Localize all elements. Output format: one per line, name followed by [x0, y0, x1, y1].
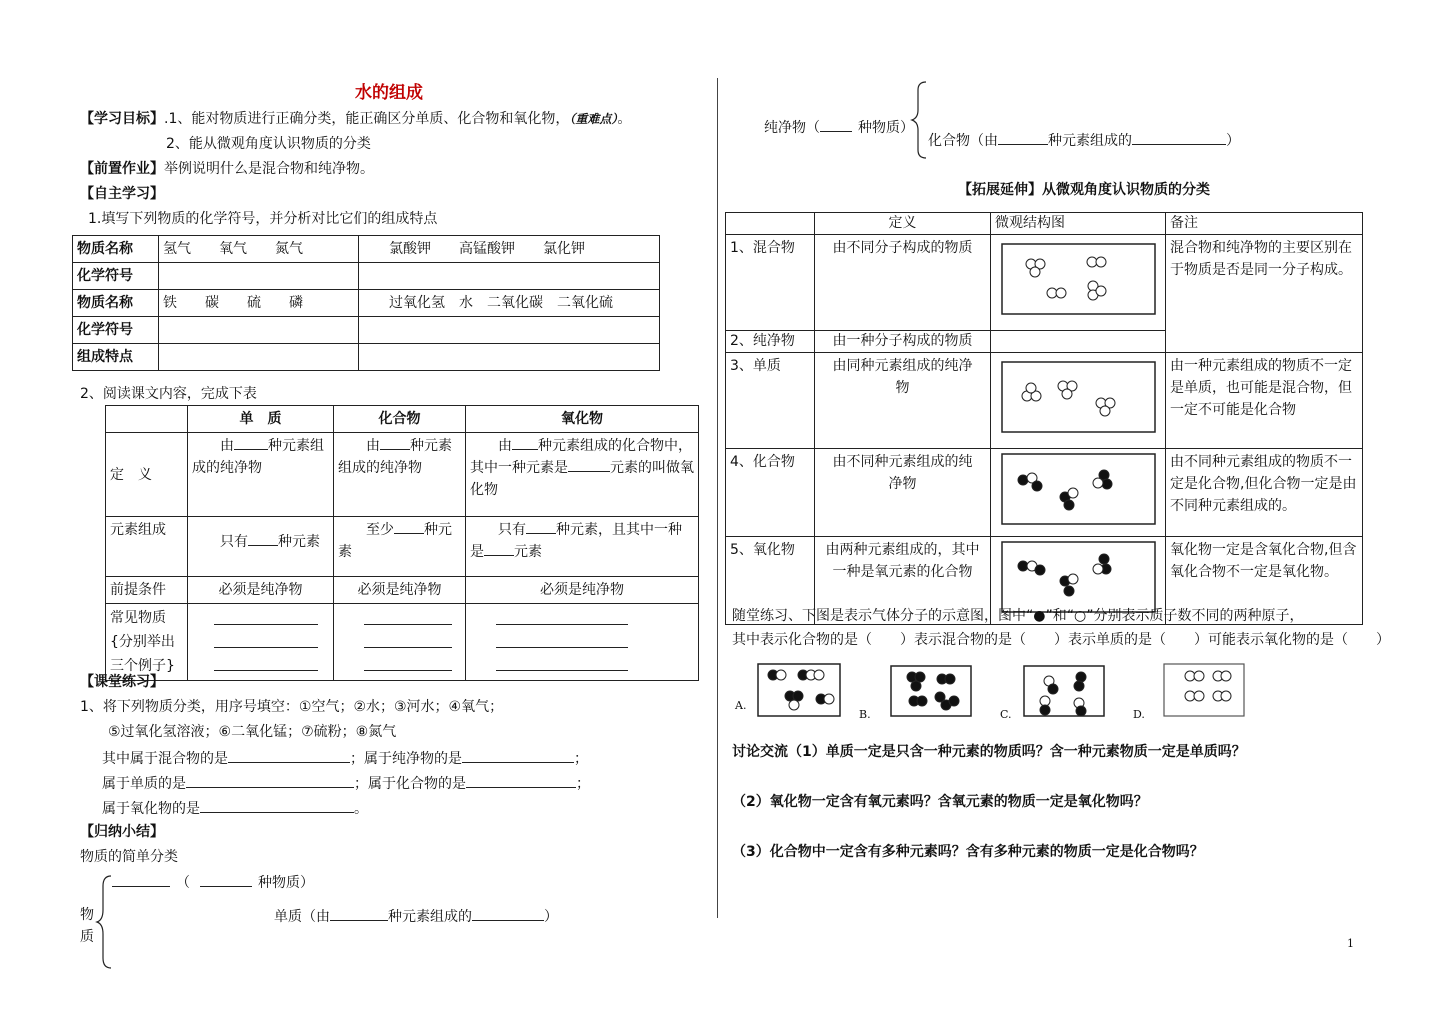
option-a-diagram[interactable] — [757, 663, 841, 717]
answer-cell[interactable] — [359, 344, 660, 371]
cell-text: 种元素，且其中一种是 — [470, 522, 682, 560]
fill-blank[interactable] — [234, 435, 268, 450]
self-study-q1: 1.填写下列物质的化学符号，并分析对比它们的组成特点 — [88, 211, 438, 227]
table-cell: 过氧化氢 水 二氧化碳 二氧化硫 — [359, 290, 660, 317]
table-cell: 化学符号 — [73, 317, 159, 344]
cell-text: 种元素组成的化合物中，其中一种元素是 — [470, 438, 692, 476]
cell-text: ） — [544, 909, 558, 925]
fill-blank[interactable] — [394, 519, 424, 534]
row-label: 常见物质{分别举出三个例子} — [106, 604, 188, 681]
fill-blank[interactable] — [214, 648, 318, 671]
row-definition: 由不同分子构成的物质 — [815, 235, 991, 331]
row-label: 前提条件 — [106, 577, 188, 604]
row-note: 由不同种元素组成的物质不一定是化合物,但化合物一定是由不同种元素组成的。 — [1166, 449, 1363, 537]
cell-text: 属于单质的是 — [102, 776, 186, 792]
exercise-line-2: 其中表示化合物的是（ ）表示混合物的是（ ）表示单质的是（ ）可能表示氧化物的是（ ） — [732, 632, 1390, 648]
discussion-q2: （2）氧化物一定含有氧元素吗？含氧元素的物质一定是氧化物吗？ — [732, 794, 1148, 810]
diagram-cell — [991, 449, 1166, 537]
practice-line-2 — [102, 773, 590, 793]
row-definition: 由一种分子构成的物质 — [815, 331, 991, 353]
compound-diagram — [1001, 453, 1156, 525]
fill-blank[interactable] — [214, 606, 318, 625]
summary-mixture-line — [112, 872, 314, 892]
cell-text: 由 — [498, 438, 512, 454]
table-header: 化合物 — [334, 406, 466, 433]
practice-q1: 1、将下列物质分类，用序号填空：①空气；②水；③河水；④氧气； — [80, 699, 504, 715]
page-title: 水的组成 — [355, 83, 423, 103]
row-name: 5、氧化物 — [726, 537, 815, 625]
table-header: 氧化物 — [466, 406, 699, 433]
table-header: 备注 — [1166, 213, 1363, 235]
fill-blank[interactable] — [200, 798, 354, 813]
fill-blank[interactable] — [330, 906, 388, 921]
q2-text: 2、阅读课文内容，完成下表 — [80, 386, 257, 402]
table-header: 微观结构图 — [991, 213, 1166, 235]
column-divider — [717, 78, 718, 918]
fill-blank[interactable] — [380, 435, 410, 450]
objective-2: 2、能从微观角度认识物质的分类 — [166, 136, 371, 152]
practice-label: 【课堂练习】 — [80, 674, 164, 690]
option-c-diagram[interactable] — [1023, 665, 1105, 717]
cell-text: ； — [574, 751, 588, 767]
cell-text: 种物质） — [858, 120, 914, 136]
cell-text: 化合物（由 — [928, 133, 998, 149]
extension-title: 【拓展延伸】从微观角度认识物质的分类 — [958, 182, 1210, 198]
cell-text: 种元素 — [278, 534, 320, 550]
option-a-label: A. — [735, 699, 747, 712]
table-cell: 物质名称 — [73, 290, 159, 317]
objective-1-note: （重难点） — [569, 112, 618, 126]
row-definition: 由不同种元素组成的纯净物 — [815, 449, 991, 537]
fill-blank[interactable] — [112, 872, 170, 887]
cell-text: 只有 — [220, 534, 248, 550]
preview-text: 举例说明什么是混合物和纯净物。 — [164, 161, 374, 177]
summary-compound-line — [928, 130, 1240, 150]
answer-cell[interactable] — [159, 263, 359, 290]
cell-text: 种元素组成的纯净物 — [338, 438, 452, 476]
cell-text: 由 — [366, 438, 380, 454]
fill-blank[interactable] — [228, 748, 350, 763]
option-b-label: B. — [859, 708, 871, 721]
fill-blank[interactable] — [998, 130, 1048, 145]
answer-cell[interactable] — [159, 317, 359, 344]
cell-text: 纯净物（ — [764, 120, 820, 136]
fill-blank[interactable] — [568, 457, 610, 472]
right-brace-icon — [910, 80, 930, 160]
cell-text: 必须是纯净物 — [188, 577, 334, 604]
answer-cell[interactable] — [359, 263, 660, 290]
fill-blank[interactable] — [462, 748, 574, 763]
summary-pure-line — [764, 117, 914, 137]
cell-text: ） — [1226, 133, 1240, 149]
cell-text: 必须是纯净物 — [334, 577, 466, 604]
cell-text: ；属于纯净物的是 — [350, 751, 462, 767]
cell-text: 种元素组成的 — [388, 909, 472, 925]
option-d-label: D. — [1133, 708, 1145, 721]
table-header — [106, 406, 188, 433]
diagram-cell — [991, 331, 1166, 353]
diagram-cell — [991, 235, 1166, 331]
preview-line — [80, 160, 374, 178]
cell-text: 其中属于混合物的是 — [102, 751, 228, 767]
fill-blank[interactable] — [512, 435, 538, 450]
table-cell: 物质名称 — [73, 236, 159, 263]
practice-q1-items: ⑤过氧化氢溶液；⑥二氧化锰；⑦硫粉；⑧氮气 — [108, 724, 397, 740]
row-definition: 由同种元素组成的纯净物 — [815, 353, 991, 449]
row-name: 4、化合物 — [726, 449, 815, 537]
table-cell: 组成特点 — [73, 344, 159, 371]
self-study-label: 【自主学习】 — [80, 186, 164, 202]
fill-blank[interactable] — [526, 519, 556, 534]
microscopic-table — [725, 212, 1363, 625]
row-name: 1、混合物 — [726, 235, 815, 331]
cell-text: ；属于化合物的是 — [354, 776, 466, 792]
page-number: 1 — [1347, 937, 1354, 950]
summary-sub: 物质的简单分类 — [80, 849, 178, 865]
row-note: 混合物和纯净物的主要区别在于物质是否是同一分子构成。 — [1166, 235, 1363, 353]
cell-text: ； — [576, 776, 590, 792]
practice-line-1 — [102, 748, 588, 768]
mixture-diagram — [1001, 243, 1156, 315]
cell-text: 只有 — [498, 522, 526, 538]
objective-1: .1、能对物质进行正确分类，能正确区分单质、化合物和氧化物， — [164, 111, 570, 127]
classification-table — [105, 405, 699, 681]
row-note: 氧化物一定是含氧化合物,但含氧化合物不一定是氧化物。 — [1166, 537, 1363, 625]
diagram-cell — [991, 353, 1166, 449]
fill-blank[interactable] — [364, 625, 452, 648]
symbol-table — [72, 235, 660, 371]
summary-label: 【归纳小结】 — [80, 824, 164, 840]
cell-text: 元素 — [514, 544, 542, 560]
fill-blank[interactable] — [248, 531, 278, 546]
cell-text: （ — [176, 875, 190, 891]
objective-1-end: 。 — [617, 111, 632, 127]
preview-label: 【前置作业】 — [80, 161, 164, 177]
cell-text: 必须是纯净物 — [466, 577, 699, 604]
fill-blank[interactable] — [820, 117, 852, 132]
oxide-diagram — [1001, 541, 1156, 613]
fill-blank[interactable] — [484, 541, 514, 556]
answer-cell[interactable] — [359, 317, 660, 344]
fill-blank[interactable] — [200, 872, 252, 887]
discussion-q3: （3）化合物中一定含有多种元素吗？含有多种元素的物质一定是化合物吗？ — [732, 844, 1204, 860]
table-header: 单 质 — [188, 406, 334, 433]
fill-blank[interactable] — [496, 606, 628, 625]
fill-blank[interactable] — [1132, 130, 1226, 145]
element-diagram — [1001, 361, 1156, 433]
objectives-line1 — [80, 110, 631, 128]
table-cell: 氯酸钾 高锰酸钾 氯化钾 — [359, 236, 660, 263]
fill-blank[interactable] — [472, 906, 544, 921]
cell-text: 种元素 — [338, 522, 452, 560]
table-cell: 化学符号 — [73, 263, 159, 290]
row-label: 元素组成 — [106, 517, 188, 577]
row-definition: 由两种元素组成的，其中一种是氧元素的化合物 — [815, 537, 991, 625]
summary-zhi: 质 — [80, 929, 94, 945]
fill-blank[interactable] — [466, 773, 576, 788]
option-b-diagram[interactable] — [890, 665, 972, 717]
cell-text: 元素的叫做氧化物 — [470, 460, 694, 498]
row-note: 由一种元素组成的物质不一定是单质，也可能是混合物，但一定不可能是化合物 — [1166, 353, 1363, 449]
answer-cell[interactable] — [159, 344, 359, 371]
cell-text: 。 — [354, 801, 368, 817]
objectives-label: 【学习目标】 — [80, 111, 164, 127]
left-brace-icon — [95, 874, 115, 970]
row-name: 3、单质 — [726, 353, 815, 449]
cell-text: 种元素组成的纯净物 — [192, 438, 324, 476]
table-header — [726, 213, 815, 235]
cell-text: 属于氧化物的是 — [102, 801, 200, 817]
fill-blank[interactable] — [496, 625, 628, 648]
cell-text: 单质（由 — [274, 909, 330, 925]
table-cell: 铁 碳 硫 磷 — [159, 290, 359, 317]
practice-line-3 — [102, 798, 368, 818]
table-header: 定义 — [815, 213, 991, 235]
summary-element-line — [274, 906, 558, 926]
fill-blank[interactable] — [364, 606, 452, 625]
exercise-line-1: 随堂练习、下图是表示气体分子的示意图，图中“●”和“○”分别表示质子数不同的两种原子， — [732, 608, 1304, 624]
cell-text: 由 — [220, 438, 234, 454]
fill-blank[interactable] — [496, 648, 628, 671]
option-c-label: C. — [1000, 708, 1012, 721]
summary-wu: 物 — [80, 907, 94, 923]
option-d-diagram[interactable] — [1163, 663, 1245, 717]
cell-text: 种元素组成的 — [1048, 133, 1132, 149]
row-label: 定 义 — [106, 433, 188, 517]
row-name: 2、纯净物 — [726, 331, 815, 353]
table-cell: 氢气 氧气 氮气 — [159, 236, 359, 263]
discussion-q1: 讨论交流（1）单质一定是只含一种元素的物质吗？含一种元素物质一定是单质吗？ — [732, 744, 1246, 760]
fill-blank[interactable] — [364, 648, 452, 671]
cell-text: 种物质） — [258, 875, 314, 891]
fill-blank[interactable] — [186, 773, 354, 788]
cell-text: 至少 — [366, 522, 394, 538]
fill-blank[interactable] — [214, 625, 318, 648]
